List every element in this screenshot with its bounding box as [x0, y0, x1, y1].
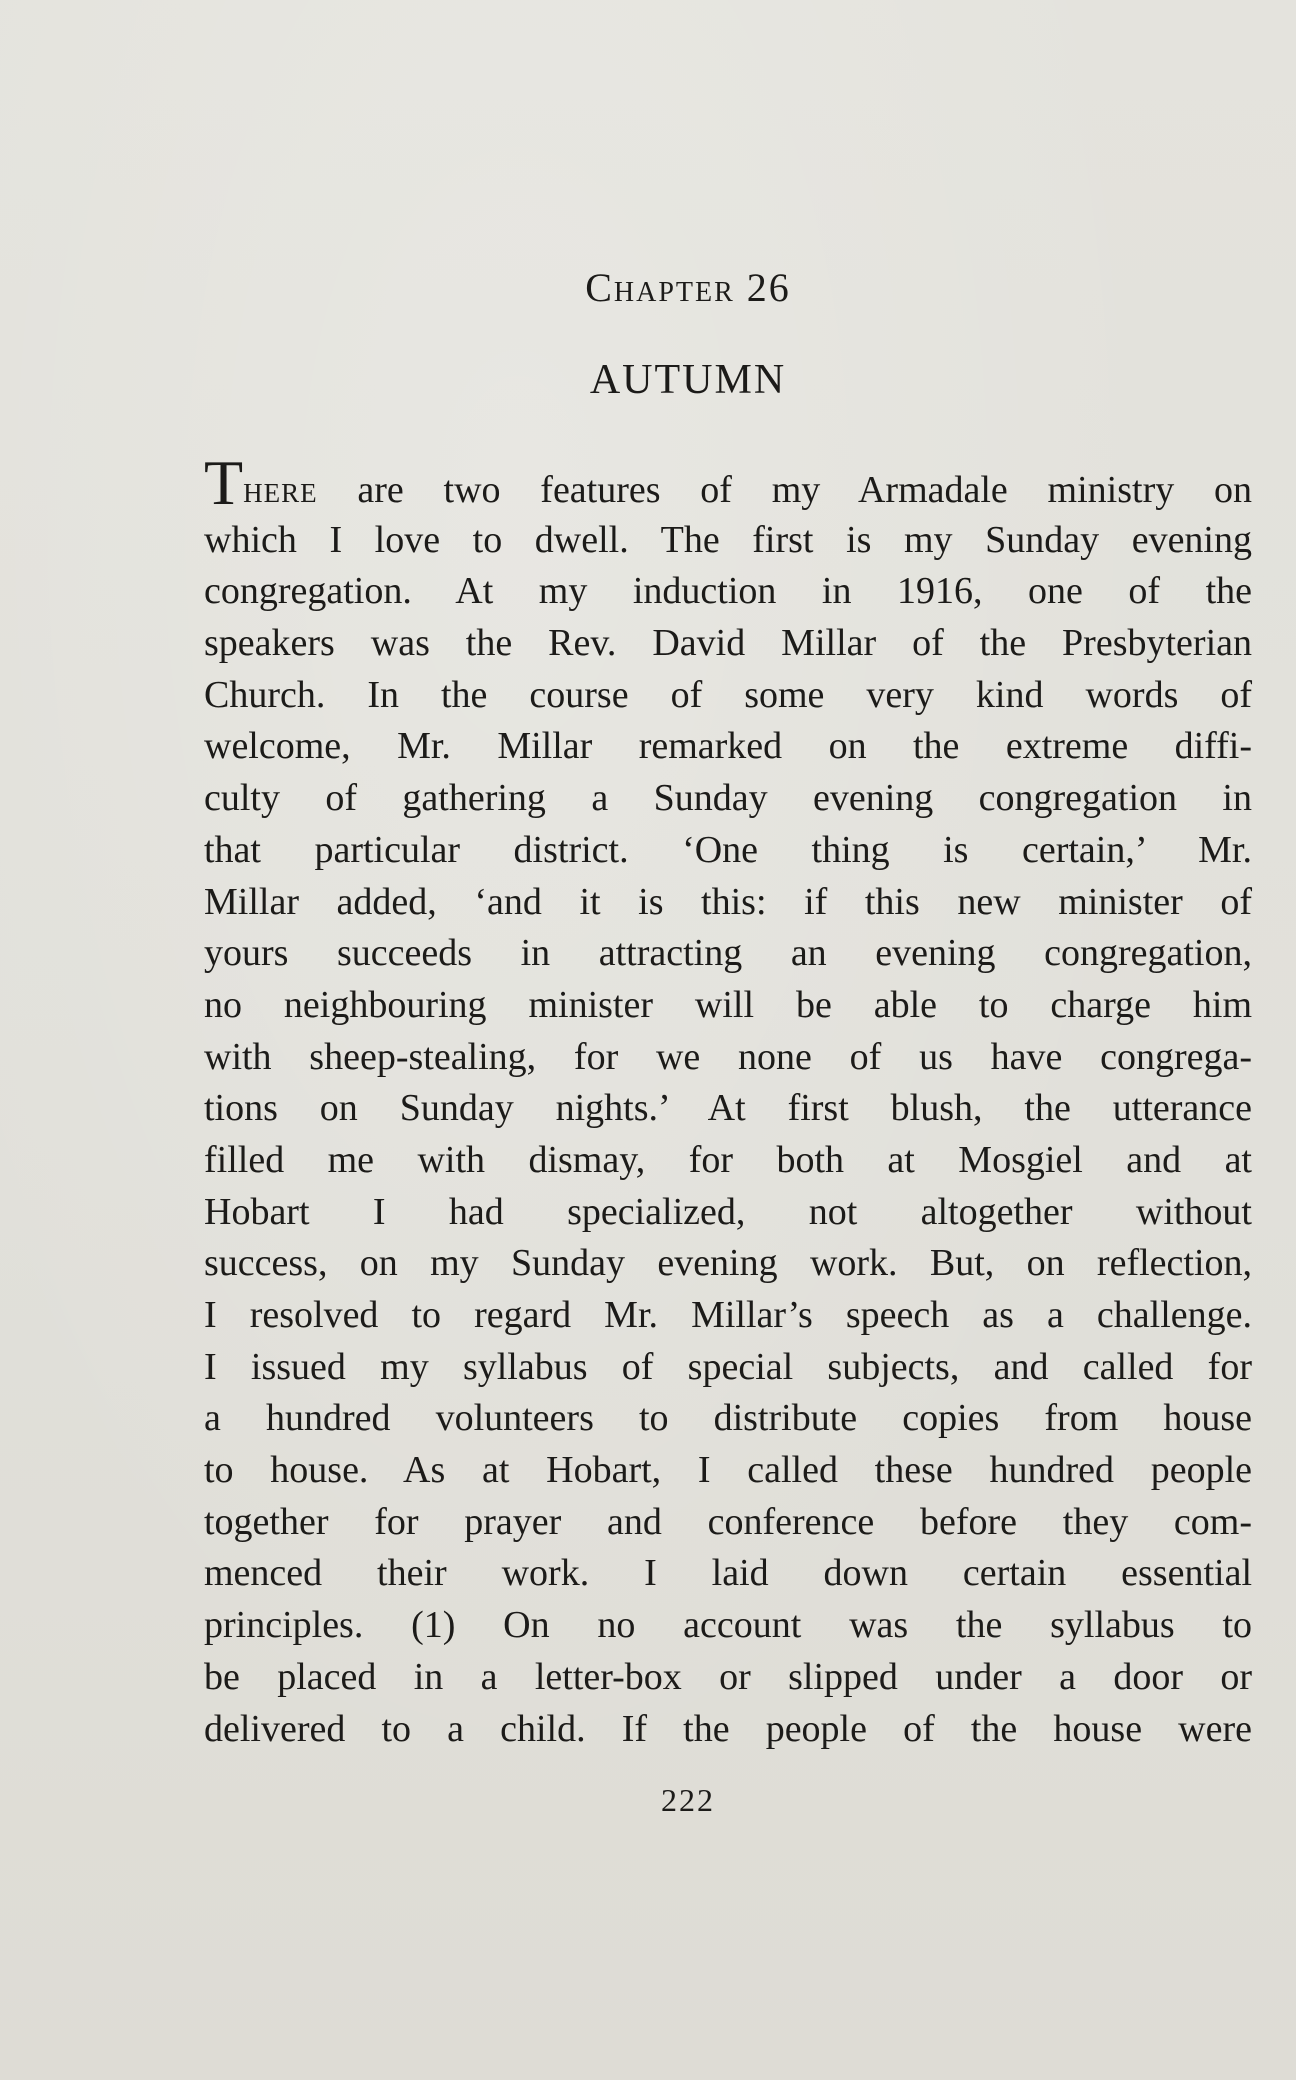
opening-word-small-caps: here — [243, 469, 318, 511]
text-line-content: are two features of my Armadale ministry on — [317, 469, 1252, 511]
text-line: yours succeeds in attracting an evening congregation, — [204, 932, 1252, 975]
text-line: together for prayer and conference before they com- — [204, 1500, 1252, 1543]
text-line: welcome, Mr. Millar remarked on the extreme diffi- — [204, 725, 1252, 768]
text-line: speakers was the Rev. David Millar of the Presbyterian — [204, 622, 1252, 665]
text-line: principles. (1) On no account was the syllabus to — [204, 1604, 1252, 1647]
text-line: filled me with dismay, for both at Mosgiel and at — [204, 1138, 1252, 1181]
text-line: that particular district. ‘One thing is certain,’ Mr. — [204, 828, 1252, 871]
text-line: no neighbouring minister will be able to charge him — [204, 983, 1252, 1026]
chapter-label: Chapter 26 — [585, 265, 791, 310]
drop-cap: T — [204, 447, 244, 518]
text-line: with sheep-stealing, for we none of us have congrega- — [204, 1035, 1252, 1078]
text-line: a hundred volunteers to distribute copies from house — [204, 1397, 1252, 1440]
page-number: 222 — [661, 1782, 715, 1818]
text-line: delivered to a child. If the people of the house were — [204, 1707, 1252, 1750]
text-line: I resolved to regard Mr. Millar’s speech as a challenge. — [204, 1294, 1252, 1336]
text-line: congregation. At my induction in 1916, one of the — [204, 570, 1252, 613]
text-line: Church. In the course of some very kind words of — [204, 673, 1252, 716]
text-line: which I love to dwell. The first is my Sunday evening — [204, 518, 1252, 561]
text-line — [204, 447, 1252, 518]
chapter-title: AUTUMN — [589, 357, 787, 403]
text-line: to house. As at Hobart, I called these hundred people — [204, 1449, 1252, 1492]
body-text — [204, 447, 1252, 1755]
text-line: I issued my syllabus of special subjects, and called for — [204, 1345, 1252, 1388]
text-line: tions on Sunday nights.’ At first blush, the utterance — [204, 1087, 1252, 1130]
text-line: Millar added, ‘and it is this: if this new minister of — [204, 880, 1252, 923]
text-line: be placed in a letter-box or slipped under a door or — [204, 1655, 1252, 1698]
text-line: Hobart I had specialized, not altogether without — [204, 1190, 1252, 1233]
text-line: menced their work. I laid down certain essential — [204, 1552, 1252, 1595]
text-line: success, on my Sunday evening work. But, on reflection, — [204, 1242, 1252, 1285]
text-line: culty of gathering a Sunday evening congregation in — [204, 777, 1252, 820]
